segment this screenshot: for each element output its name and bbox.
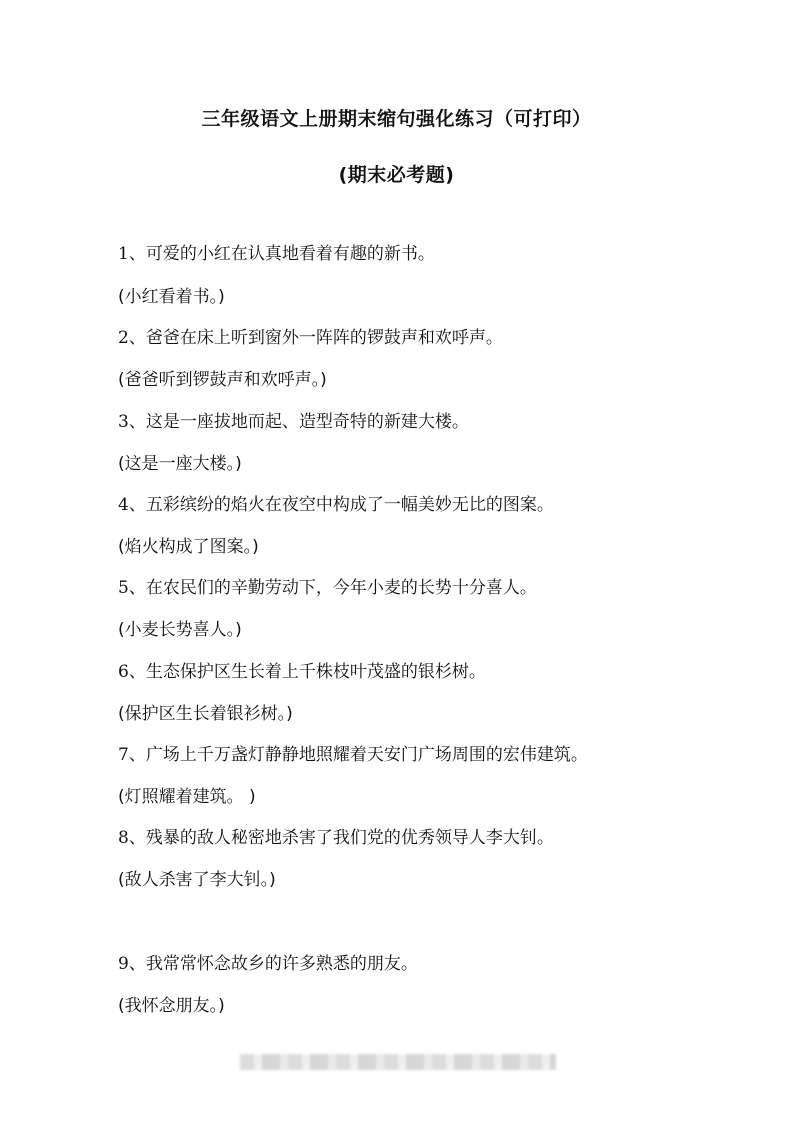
question-8: 8、残暴的敌人秘密地杀害了我们党的优秀领导人李大钊。 xyxy=(118,828,554,848)
answer-9: (我怀念朋友。) xyxy=(118,996,225,1016)
answer-1: (小红看着书。) xyxy=(118,287,225,307)
answer-4: (焰火构成了图案。) xyxy=(118,537,259,557)
question-7: 7、广场上千万盏灯静静地照耀着天安门广场周围的宏伟建筑。 xyxy=(118,745,588,765)
answer-2: (爸爸听到锣鼓声和欢呼声。) xyxy=(118,370,327,390)
answer-8: (敌人杀害了李大钊。) xyxy=(118,870,276,890)
question-6: 6、生态保护区生长着上千株枝叶茂盛的银杉树。 xyxy=(118,662,486,682)
document-subtitle: (期末必考题) xyxy=(338,164,455,186)
question-1: 1、可爱的小红在认真地看着有趣的新书。 xyxy=(118,244,435,264)
answer-7: (灯照耀着建筑。 ) xyxy=(118,787,256,807)
document-title: 三年级语文上册期末缩句强化练习（可打印） xyxy=(201,108,592,130)
question-2: 2、爸爸在床上听到窗外一阵阵的锣鼓声和欢呼声。 xyxy=(118,328,503,348)
question-4: 4、五彩缤纷的焰火在夜空中构成了一幅美妙无比的图案。 xyxy=(118,495,554,515)
answer-3: (这是一座大楼。) xyxy=(118,454,242,474)
question-5: 5、在农民们的辛勤劳动下，今年小麦的长势十分喜人。 xyxy=(118,578,537,598)
question-3: 3、这是一座拔地而起、造型奇特的新建大楼。 xyxy=(118,412,469,432)
question-9: 9、我常常怀念故乡的许多熟悉的朋友。 xyxy=(118,954,418,974)
answer-5: (小麦长势喜人。) xyxy=(118,620,242,640)
blurred-footer xyxy=(240,1054,556,1070)
answer-6: (保护区生长着银衫树。) xyxy=(118,704,293,724)
